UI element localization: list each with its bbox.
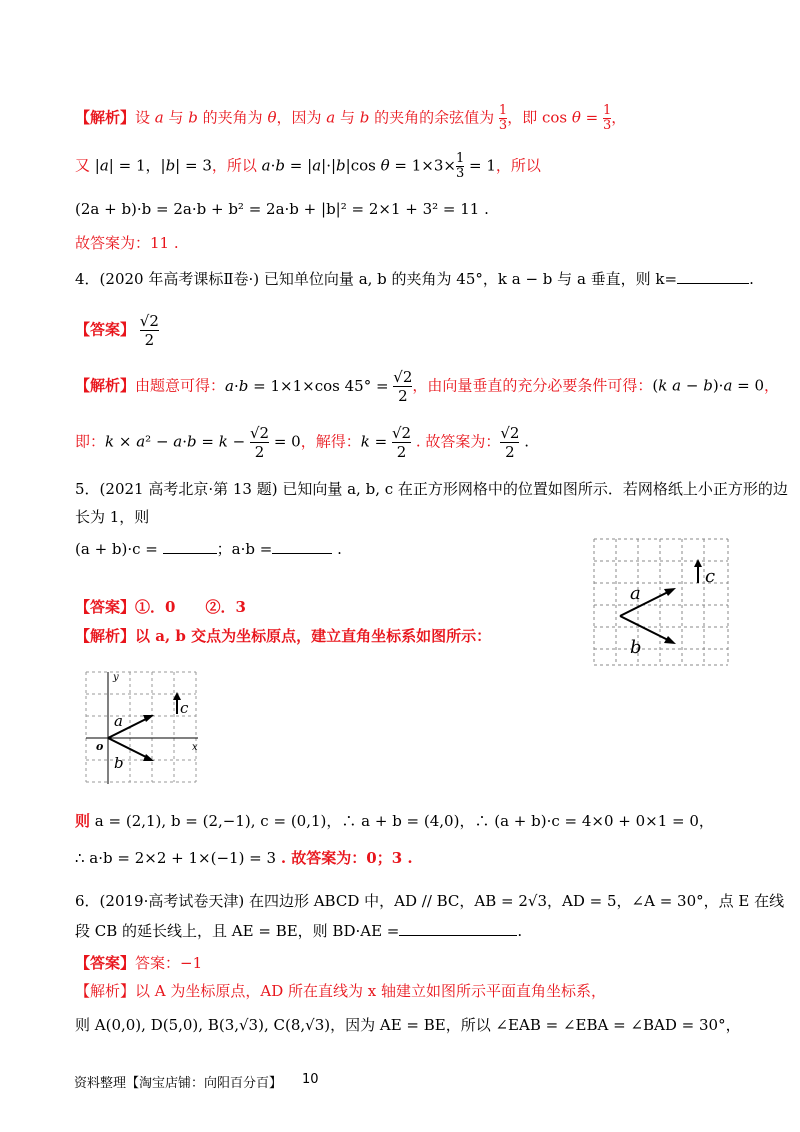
label-b-small: b xyxy=(114,754,124,772)
label-a: a xyxy=(630,583,641,604)
answer-line-q3: 故答案为：11 . xyxy=(75,234,179,252)
label-x: x xyxy=(192,742,198,753)
answer-5: 【答案】①．0 ②．3 xyxy=(75,598,246,616)
question-5-line-3: (a + b)·c = ；a·b = . xyxy=(75,540,342,558)
question-4: 4．(2020 年高考课标Ⅱ卷·) 已知单位向量 a, b 的夹角为 45°，k a − b 与 a 垂直，则 k= . xyxy=(75,270,754,288)
analysis-5-line-1: 【解析】以 a, b 交点为坐标原点，建立直角坐标系如图所示： xyxy=(75,627,492,645)
label-y: y xyxy=(113,672,119,683)
analysis-line-1: 【解析】设 a 与 b 的夹角为 θ，因为 a 与 b 的夹角的余弦值为 $\frac{1}{3}$ ，即 cos θ = $\frac{1}{3}$ ， xyxy=(75,103,627,133)
coordinate-figure xyxy=(84,668,204,788)
page-number: 10 xyxy=(302,1072,319,1087)
answer-4: 【答案】 $\frac{√2}{2}$ xyxy=(75,312,159,349)
analysis-6-line-2: 则 A(0,0), D(5,0), B(3,√3), C(8,√3)，因为 AE = BE，所以 ∠EAB = ∠EBA = ∠BAD = 30°， xyxy=(75,1016,741,1034)
label-o: o xyxy=(96,740,104,753)
analysis-4-line-1: 【解析】由题意可得：a·b = 1×1×cos 45° = $\frac{√2}{2}$ ，由向量垂直的充分必要条件可得：(k a − b)·a = 0， xyxy=(75,368,780,405)
analysis-5-line-2: 则 a = (2,1), b = (2,−1), c = (0,1)，∴ a + b = (4,0)，∴ (a + b)·c = 4×0 + 0×1 = 0， xyxy=(75,812,714,830)
footer-source: 资料整理【淘宝店铺：向阳百分百】 xyxy=(74,1076,283,1091)
analysis-5-line-3: ∴ a·b = 2×2 + 1×(−1) = 3 . 故答案为：0；3 . xyxy=(75,849,413,867)
question-6-line-1: 6．(2019·高考试卷天津) 在四边形 ABCD 中，AD // BC，AB = 2√3，AD = 5，∠A = 30°，点 E 在线 xyxy=(75,892,785,910)
analysis-line-3: (2a + b)·b = 2a·b + b² = 2a·b + |b|² = 2×1 + 3² = 11 . xyxy=(75,200,489,218)
question-5-line-2: 长为 1，则 xyxy=(75,508,150,526)
label-c-small: c xyxy=(180,699,189,717)
label-c: c xyxy=(705,566,716,587)
question-6-line-2: 段 CB 的延长线上，且 AE = BE，则 BD·AE = . xyxy=(75,922,523,940)
analysis-line-2: 又 |a| = 1，|b| = 3，所以 a·b = |a|·|b|cos θ = 1×3× $\frac{1}{3}$ = 1，所以 xyxy=(75,151,541,181)
question-5-line-1: 5．(2021 高考北京·第 13 题) 已知向量 a, b, c 在正方形网格中的位置如图所示．若网格纸上小正方形的边 xyxy=(75,480,788,498)
label-b: b xyxy=(630,637,642,658)
analysis-6-line-1: 【解析】以 A 为坐标原点，AD 所在直线为 x 轴建立如图所示平面直角坐标系， xyxy=(75,982,606,1000)
answer-6: 【答案】答案：−1 xyxy=(75,954,203,972)
label-a-small: a xyxy=(114,712,123,730)
analysis-4-line-2: 即：k × a² − a·b = k − $\frac{√2}{2}$ = 0，解得：k = $\frac{√2}{2}$ . 故答案为： $\frac{√2}{2}$ . xyxy=(75,424,530,461)
